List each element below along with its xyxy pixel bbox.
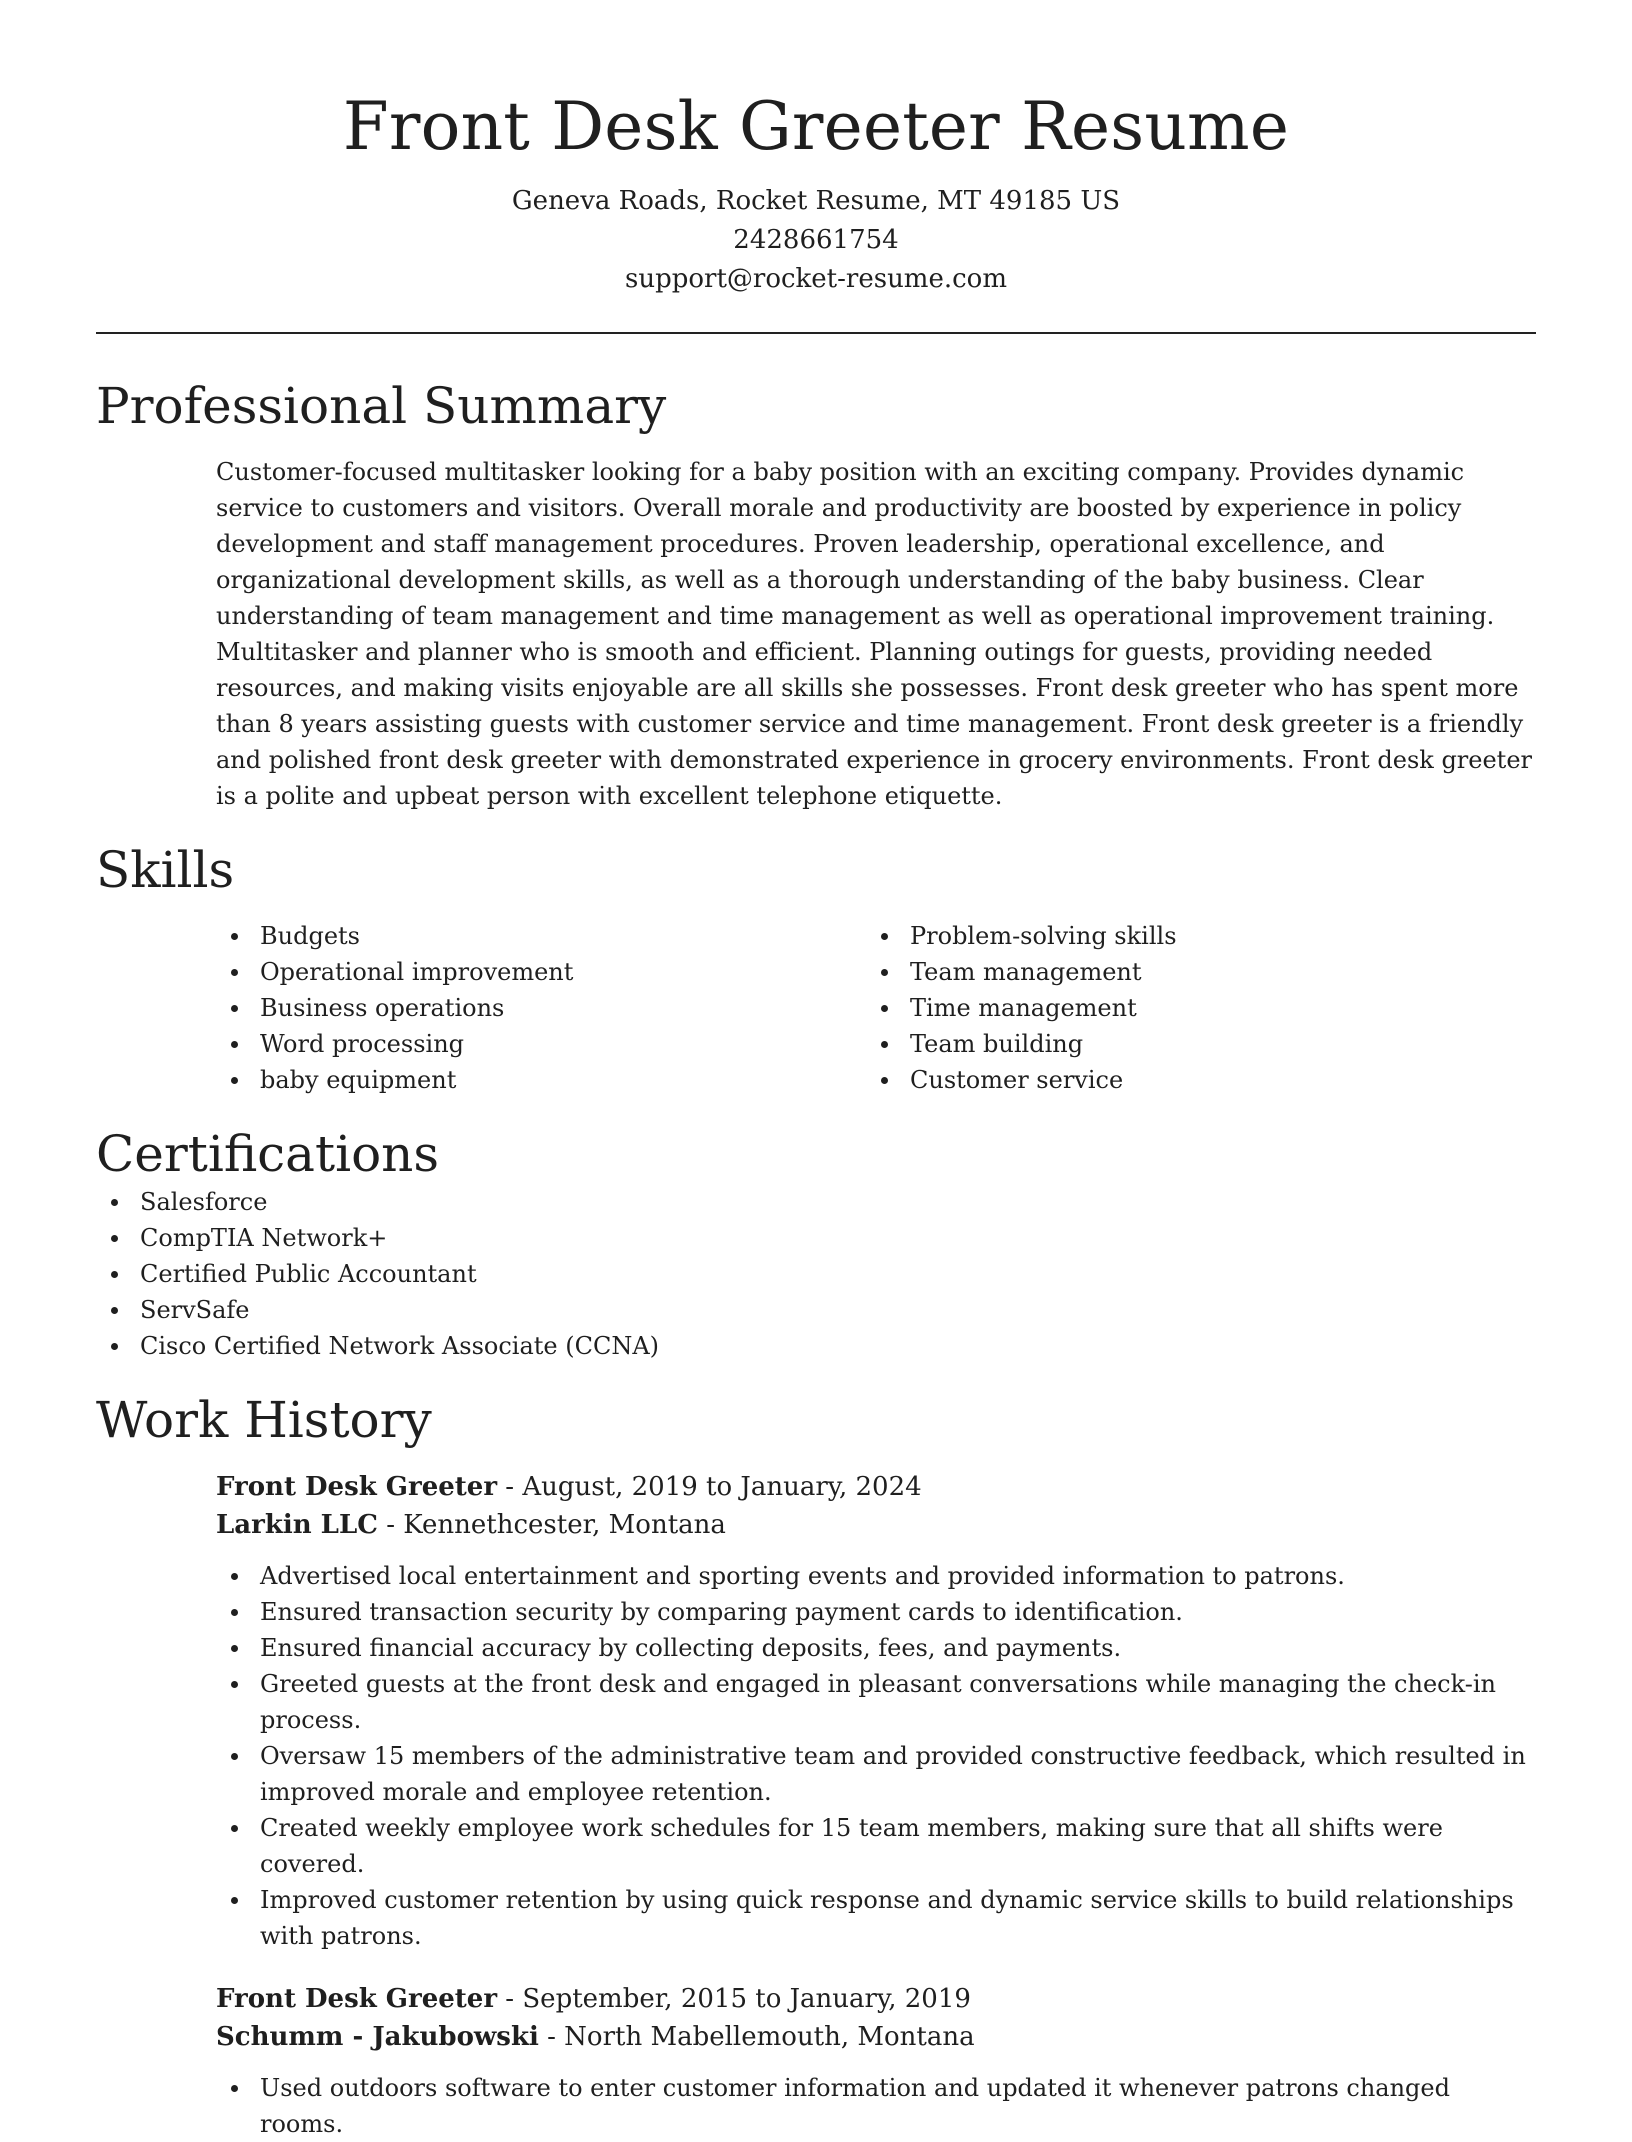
job-header (216, 1980, 1536, 2056)
skill-item: Customer service (866, 1062, 1516, 1098)
skills-list-right (866, 918, 1516, 1098)
skills-section (96, 840, 1536, 1098)
work-history-section (96, 1390, 1536, 2142)
job-company: Larkin LLC (216, 1510, 378, 1540)
job-duty: Ensured transaction security by comparing payment cards to identification. (216, 1594, 1536, 1630)
job-duty: Created weekly employee work schedules for 15 team members, making sure that all shifts were covered. (216, 1810, 1536, 1882)
skill-item: Word processing (216, 1026, 866, 1062)
job-location: Kennethcester, Montana (403, 1510, 726, 1540)
skills-column-right (866, 918, 1516, 1098)
address: Geneva Roads, Rocket Resume, MT 49185 US (511, 186, 1121, 216)
job-title: Front Desk Greeter (216, 1472, 498, 1502)
certification-item: Certified Public Accountant (96, 1256, 1536, 1292)
skill-item: baby equipment (216, 1062, 866, 1098)
summary-section (96, 376, 1536, 814)
job-dates: August, 2019 to January, 2024 (522, 1472, 922, 1502)
certification-item: Cisco Certified Network Associate (CCNA) (96, 1328, 1536, 1364)
certifications-list (96, 1184, 1536, 1364)
skills-column-left (216, 918, 866, 1098)
skill-item: Problem-solving skills (866, 918, 1516, 954)
job-dates: September, 2015 to January, 2019 (522, 1984, 971, 2014)
job-header (216, 1468, 1536, 1544)
job-title-line: Front Desk Greeter - September, 2015 to January, 2019 (216, 1984, 971, 2014)
job-entry (216, 1468, 1536, 1954)
job-duty: Greeted guests at the front desk and engaged in pleasant conversations while managing the check-in process. (216, 1666, 1536, 1738)
job-company: Schumm - Jakubowski (216, 2022, 539, 2052)
job-title-line: Front Desk Greeter - August, 2019 to January, 2024 (216, 1472, 922, 1502)
certification-item: Salesforce (96, 1184, 1536, 1220)
resume-header (96, 82, 1536, 299)
job-company-line: Larkin LLC - Kennethcester, Montana (216, 1510, 726, 1540)
skill-item: Team management (866, 954, 1516, 990)
certifications-section (96, 1124, 1536, 1364)
summary-text: Customer-focused multitasker looking for a baby position with an exciting company. Provides dynamic service to customers and visitors. Overall morale and productivity are boosted by experience in policy development and staff management procedures. Proven leadership, operational excellence, and organizational development skills, as well as a thorough understanding of the baby business. Clear understanding of team management and time management as well as operational improvement training. Multitasker and planner who is smooth and efficient. Planning outings for guests, providing needed resources, and making visits enjoyable are all skills she possesses. Front desk greeter who has spent more than 8 years assisting guests with customer service and time management. Front desk greeter is a friendly and polished front desk greeter with demonstrated experience in grocery environments. Front desk greeter is a polite and upbeat person with excellent telephone etiquette. (216, 458, 1533, 810)
email: support@rocket-resume.com (624, 264, 1007, 294)
job-duty: Ensured financial accuracy by collecting deposits, fees, and payments. (216, 1630, 1536, 1666)
section-title-skills: Skills (96, 841, 235, 899)
certification-item: ServSafe (96, 1292, 1536, 1328)
job-title: Front Desk Greeter (216, 1984, 498, 2014)
skill-item: Team building (866, 1026, 1516, 1062)
job-location: North Mabellemouth, Montana (564, 2022, 975, 2052)
section-title-summary: Professional Summary (96, 377, 667, 435)
header-divider (96, 332, 1536, 334)
job-duty: Improved customer retention by using quick response and dynamic service skills to build relationships with patrons. (216, 1882, 1536, 1954)
job-company-line: Schumm - Jakubowski - North Mabellemouth, Montana (216, 2022, 975, 2052)
skill-item: Business operations (216, 990, 866, 1026)
job-duties-list (216, 2070, 1536, 2142)
section-title-certifications: Certifications (96, 1125, 440, 1183)
certification-item: CompTIA Network+ (96, 1220, 1536, 1256)
job-duties-list (216, 1558, 1536, 1954)
skill-item: Operational improvement (216, 954, 866, 990)
job-duty: Oversaw 15 members of the administrative team and provided constructive feedback, which resulted in improved morale and employee retention. (216, 1738, 1536, 1810)
skill-item: Budgets (216, 918, 866, 954)
section-title-work-history: Work History (96, 1391, 432, 1449)
skills-list-left (216, 918, 866, 1098)
job-duty: Advertised local entertainment and sporting events and provided information to patrons. (216, 1558, 1536, 1594)
resume-title: Front Desk Greeter Resume (342, 88, 1290, 165)
contact-info (96, 182, 1536, 299)
phone: 2428661754 (733, 225, 899, 255)
skills-grid (216, 918, 1536, 1098)
skill-item: Time management (866, 990, 1516, 1026)
job-entry (216, 1980, 1536, 2142)
job-duty: Used outdoors software to enter customer information and updated it whenever patrons changed rooms. (216, 2070, 1536, 2142)
